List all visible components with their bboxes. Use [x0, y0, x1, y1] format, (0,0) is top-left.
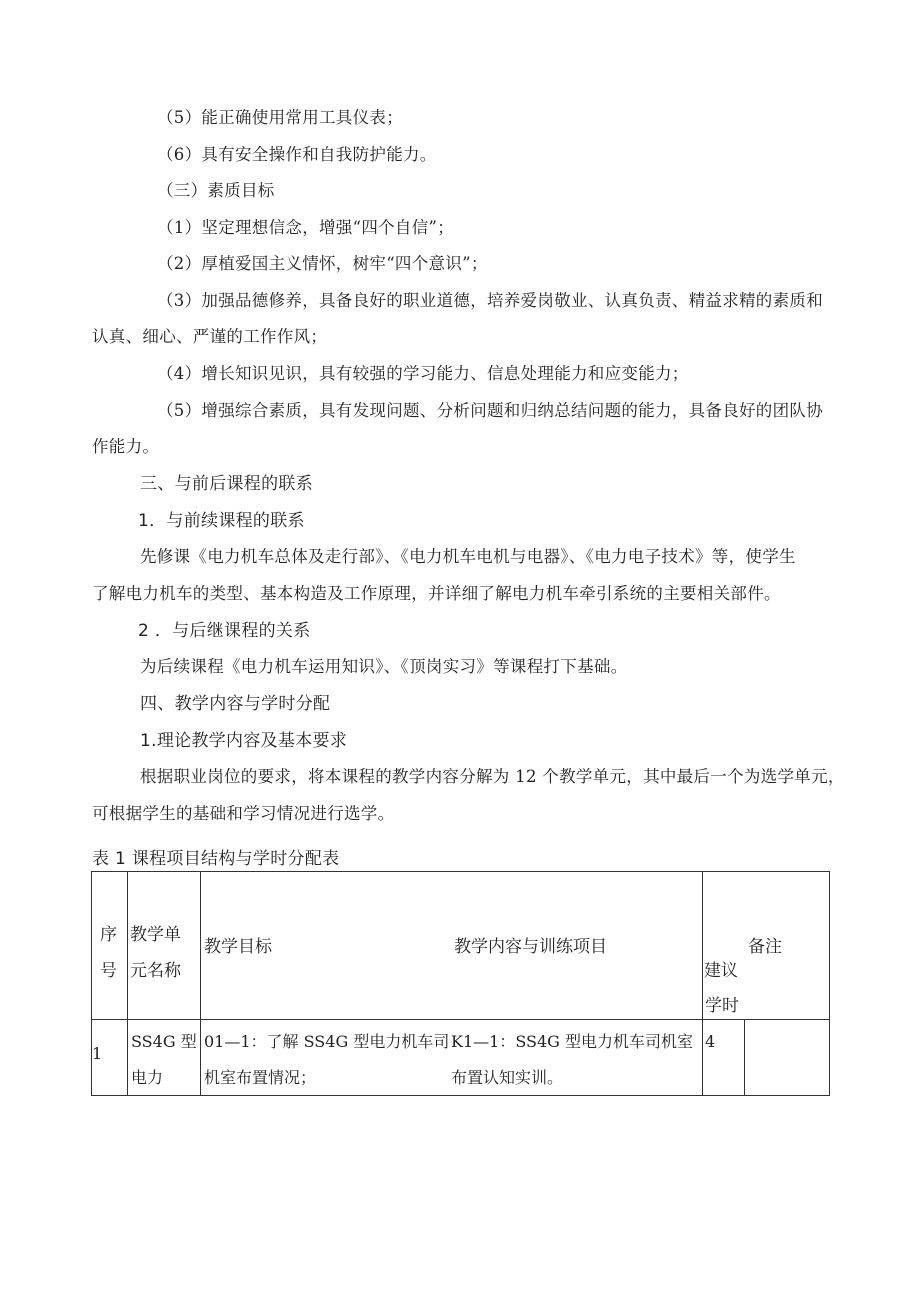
- table-caption: 表 1 课程项目结构与学时分配表: [92, 849, 340, 869]
- heading-quality-goals: （三）素质目标: [157, 181, 275, 200]
- paragraph-skill-6: （6）具有安全操作和自我防护能力。: [157, 145, 437, 164]
- paragraph-quality-1: （1）坚定理想信念，增强“四个自信”；: [157, 218, 455, 237]
- paragraph-prior-courses-line1: 先修课《电力机车总体及走行部》、《电力机车电机与电器》、《电力电子技术》等，使学生: [140, 547, 796, 566]
- row-seq: 1: [92, 1044, 103, 1063]
- paragraph-quality-3-line2: 认真、细心、严谨的工作作风；: [92, 327, 328, 346]
- header-cell-seq: [92, 872, 128, 1020]
- header-hours-line1: 建议: [704, 961, 738, 981]
- header-remark: 备注: [748, 937, 782, 957]
- cell-hours: [703, 1020, 745, 1096]
- table-row: [92, 1020, 830, 1096]
- header-goal: 教学目标: [204, 937, 272, 957]
- paragraph-quality-2: （2）厚植爱国主义情怀，树牢“四个意识”；: [157, 254, 488, 273]
- paragraph-quality-5-line1: （5）增强综合素质，具有发现问题、分析问题和归纳总结问题的能力，具备良好的团队协: [157, 401, 823, 420]
- header-cell-unit: [128, 872, 201, 1020]
- table-header-row: [92, 872, 830, 1020]
- paragraph-theory-line2: 可根据学生的基础和学习情况进行选学。: [92, 804, 395, 823]
- header-unit-line2: 元名称: [130, 961, 181, 981]
- subheading-theory-content: 1.理论教学内容及基本要求: [140, 731, 348, 751]
- subheading-later-courses: 2 ．与后继课程的关系: [138, 621, 311, 641]
- cell-remark: [745, 1020, 830, 1096]
- course-structure-table: [91, 871, 830, 1096]
- paragraph-skill-5: （5）能正确使用常用工具仪表；: [157, 108, 403, 127]
- cell-unit: [128, 1020, 201, 1096]
- paragraph-quality-3-line1: （3）加强品德修养，具备良好的职业道德，培养爱岗敬业、认真负责、精益求精的素质和: [157, 291, 823, 310]
- header-seq-line1: 序: [100, 925, 117, 945]
- paragraph-theory-line1: 根据职业岗位的要求，将本课程的教学内容分解为 12 个教学单元，其中最后一个为选学单元，: [140, 767, 845, 786]
- paragraph-prior-courses-line2: 了解电力机车的类型、基本构造及工作原理，并详细了解电力机车牵引系统的主要相关部件。: [92, 584, 781, 603]
- row-hours: 4: [705, 1032, 716, 1051]
- row-content-line2: 布置认知实训。: [451, 1068, 564, 1087]
- header-content: 教学内容与训练项目: [454, 937, 607, 957]
- paragraph-quality-5-line2: 作能力。: [92, 437, 160, 456]
- row-unit-line1: SS4G 型: [131, 1032, 197, 1051]
- subheading-prior-courses: 1．与前续课程的联系: [138, 511, 305, 531]
- header-unit-line1: 教学单: [130, 925, 181, 945]
- header-seq-line2: 号: [100, 961, 117, 981]
- header-hours-line2: 学时: [705, 996, 739, 1016]
- row-goal-line1: 01—1：了解 SS4G 型电力机车司: [204, 1032, 450, 1051]
- row-content-line1: K1—1：SS4G 型电力机车司机室: [451, 1032, 694, 1051]
- paragraph-quality-4: （4）增长知识见识，具有较强的学习能力、信息处理能力和应变能力；: [157, 364, 689, 383]
- header-cell-hours-remark: [703, 872, 830, 1020]
- cell-seq: [92, 1020, 128, 1096]
- row-goal-line2: 机室布置情况；: [204, 1068, 317, 1087]
- section-heading-teaching-content: 四、教学内容与学时分配: [140, 694, 331, 714]
- row-unit-line2: 电力: [131, 1068, 164, 1087]
- section-heading-course-relations: 三、与前后课程的联系: [140, 474, 313, 494]
- cell-goal-content: [201, 1020, 703, 1096]
- paragraph-later-courses: 为后续课程《电力机车运用知识》、《顶岗实习》等课程打下基础。: [140, 657, 628, 676]
